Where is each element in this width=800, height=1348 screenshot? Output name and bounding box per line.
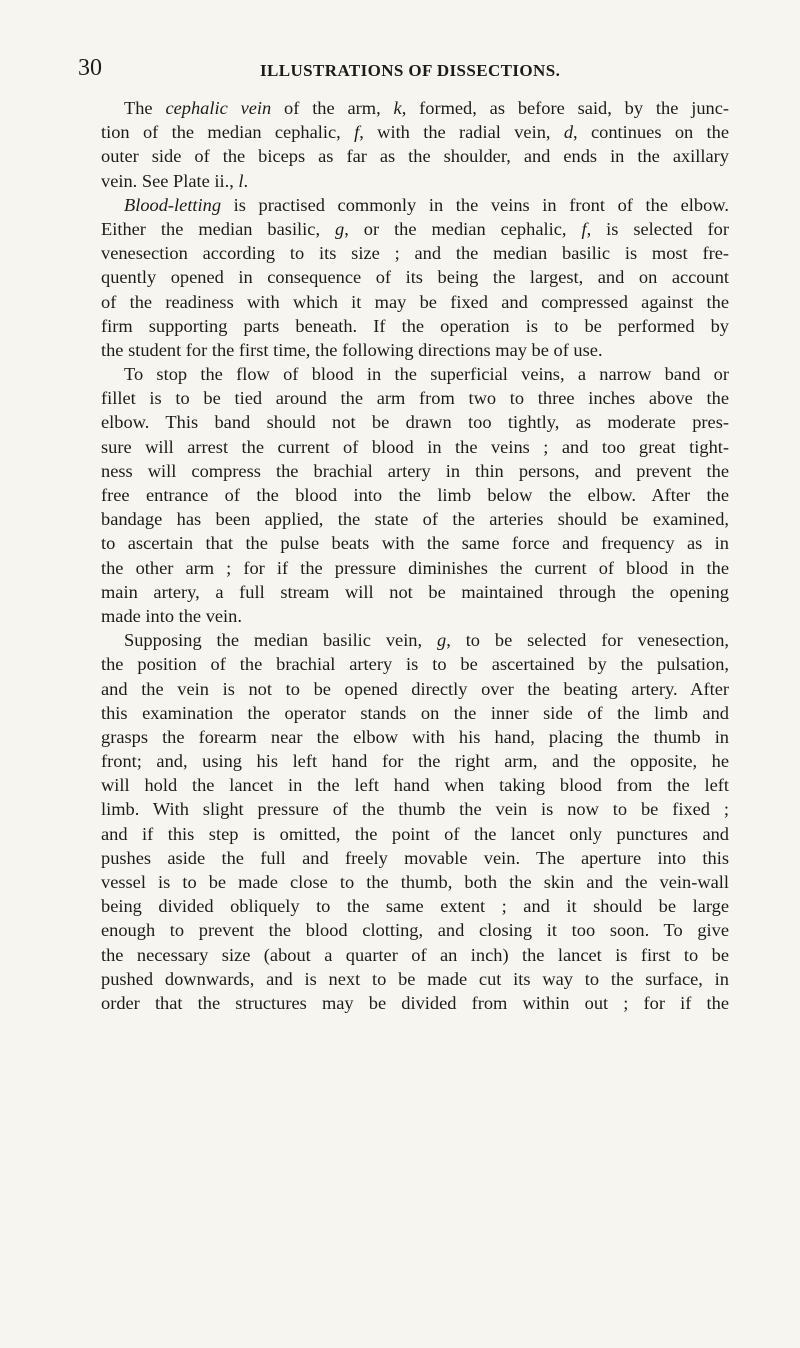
text-segment: and the vein is not to be opened directly over the beating artery. After	[101, 678, 729, 699]
italic-text: cephalic vein	[165, 98, 272, 118]
text-line	[101, 773, 729, 797]
text-segment: free entrance of the blood into the limb below the elbow. After the	[101, 485, 729, 505]
text-line	[101, 943, 729, 967]
text-line	[101, 580, 729, 604]
text-segment: , to be selected for venesection,	[446, 630, 729, 651]
text-segment: to ascertain that the pulse beats with the same force and frequency as in	[101, 533, 729, 554]
text-segment: venesection according to its size ; and the median basilic is most fre-	[101, 243, 729, 264]
text-line	[101, 217, 729, 241]
text-line	[101, 556, 729, 580]
text-segment: , with the radial vein,	[359, 122, 564, 143]
text-segment: grasps the forearm near the elbow with his hand, placing the thumb in	[101, 726, 729, 747]
text-segment: Either the median basilic,	[101, 218, 336, 239]
italic-text: k	[393, 98, 402, 118]
text-line	[101, 846, 729, 870]
text-line	[101, 870, 729, 894]
text-line	[101, 894, 729, 918]
text-line	[101, 386, 729, 410]
italic-text: Blood-letting	[124, 194, 222, 215]
italic-text: g	[335, 218, 345, 239]
text-line	[101, 677, 729, 701]
text-segment: vessel is to be made close to the thumb, both the skin and the vein-wall	[101, 872, 729, 892]
text-line	[101, 241, 729, 265]
text-line	[101, 652, 729, 676]
text-line	[101, 918, 729, 942]
body-text	[101, 96, 729, 1015]
text-line	[101, 120, 729, 144]
text-segment: bandage has been applied, the state of the arteries should be examined,	[101, 509, 729, 530]
text-segment: .	[243, 170, 249, 191]
text-segment: , or the median cephalic,	[344, 218, 582, 239]
text-line	[101, 459, 729, 483]
text-line	[101, 314, 729, 338]
text-line	[101, 604, 729, 628]
italic-text: d	[563, 122, 574, 143]
text-line	[101, 749, 729, 773]
text-line	[101, 701, 729, 725]
text-segment: the student for the first time, the following directions may be of use.	[101, 339, 603, 360]
running-head	[78, 56, 728, 80]
text-segment: Supposing the median basilic vein,	[124, 630, 437, 651]
text-line	[101, 144, 729, 168]
page-number: 30	[78, 55, 102, 81]
text-segment: enough to prevent the blood clotting, and closing it too soon. To give	[101, 920, 729, 941]
text-line	[101, 338, 729, 362]
text-segment: made into the vein.	[101, 605, 242, 626]
text-segment: this examination the operator stands on the inner side of the limb and	[101, 702, 729, 723]
text-segment: , is selected for	[586, 218, 729, 239]
text-segment: being divided obliquely to the same extent ; and it should be large	[101, 896, 729, 917]
text-segment: the other arm ; for if the pressure diminishes the current of blood in the	[101, 557, 729, 578]
text-line	[101, 531, 729, 555]
italic-text: f	[354, 122, 360, 143]
text-line	[101, 193, 729, 217]
text-segment: order that the structures may be divided from within out ; for if the	[101, 992, 729, 1013]
text-line	[101, 991, 729, 1015]
text-segment: tion of the median cephalic,	[101, 122, 355, 143]
text-segment: quently opened in consequence of its being the largest, and on account	[101, 267, 729, 288]
text-line	[101, 362, 729, 386]
text-segment: of the arm,	[271, 98, 394, 118]
text-segment: To stop the flow of blood in the superficial veins, a narrow band or	[124, 364, 729, 385]
text-line	[101, 725, 729, 749]
text-segment: pushes aside the full and freely movable vein. The aperture into this	[101, 847, 729, 868]
running-title: ILLUSTRATIONS OF DISSECTIONS.	[260, 61, 561, 80]
text-segment: firm supporting parts beneath. If the operation is to be performed by	[101, 315, 729, 336]
text-line	[101, 797, 729, 821]
text-segment: will hold the lancet in the left hand when taking blood from the left	[101, 775, 729, 796]
text-line	[101, 822, 729, 846]
text-line	[101, 410, 729, 434]
text-segment: fillet is to be tied around the arm from two to three inches above the	[101, 388, 729, 409]
text-line	[101, 265, 729, 289]
text-segment: limb. With slight pressure of the thumb the vein is now to be fixed ;	[101, 799, 729, 820]
text-segment: main artery, a full stream will not be maintained through the opening	[101, 581, 729, 602]
text-segment: pushed downwards, and is next to be made cut its way to the surface, in	[101, 968, 729, 989]
text-segment: of the readiness with which it may be fixed and compressed against the	[101, 291, 729, 312]
text-segment: , formed, as before said, by the junc-	[401, 98, 729, 118]
text-line	[101, 507, 729, 531]
text-segment: the position of the brachial artery is to be ascertained by the pulsation,	[101, 654, 729, 675]
italic-text: f	[581, 218, 587, 239]
italic-text: g	[437, 630, 447, 651]
text-line	[101, 96, 729, 120]
text-segment: front; and, using his left hand for the right arm, and the opposite, he	[101, 751, 729, 772]
text-line	[101, 290, 729, 314]
text-segment: is practised commonly in the veins in front of the elbow.	[221, 194, 729, 215]
text-segment: and if this step is omitted, the point of the lancet only punctures and	[101, 823, 729, 844]
text-segment: sure will arrest the current of blood in the veins ; and too great tight-	[101, 436, 729, 457]
text-segment: the necessary size (about a quarter of an inch) the lancet is first to be	[101, 944, 729, 965]
text-segment: elbow. This band should not be drawn too tightly, as moderate pres-	[101, 412, 729, 433]
text-line	[101, 169, 729, 193]
italic-text: l	[238, 170, 244, 191]
text-line	[101, 483, 729, 507]
text-line	[101, 967, 729, 991]
text-line	[101, 628, 729, 652]
text-segment: outer side of the biceps as far as the shoulder, and ends in the axillary	[101, 146, 729, 167]
text-segment: vein. See Plate ii.,	[101, 170, 239, 191]
text-segment: The	[124, 98, 166, 118]
text-line	[101, 435, 729, 459]
text-segment: ness will compress the brachial artery in thin persons, and prevent the	[101, 460, 729, 481]
text-segment: , continues on the	[573, 122, 730, 143]
